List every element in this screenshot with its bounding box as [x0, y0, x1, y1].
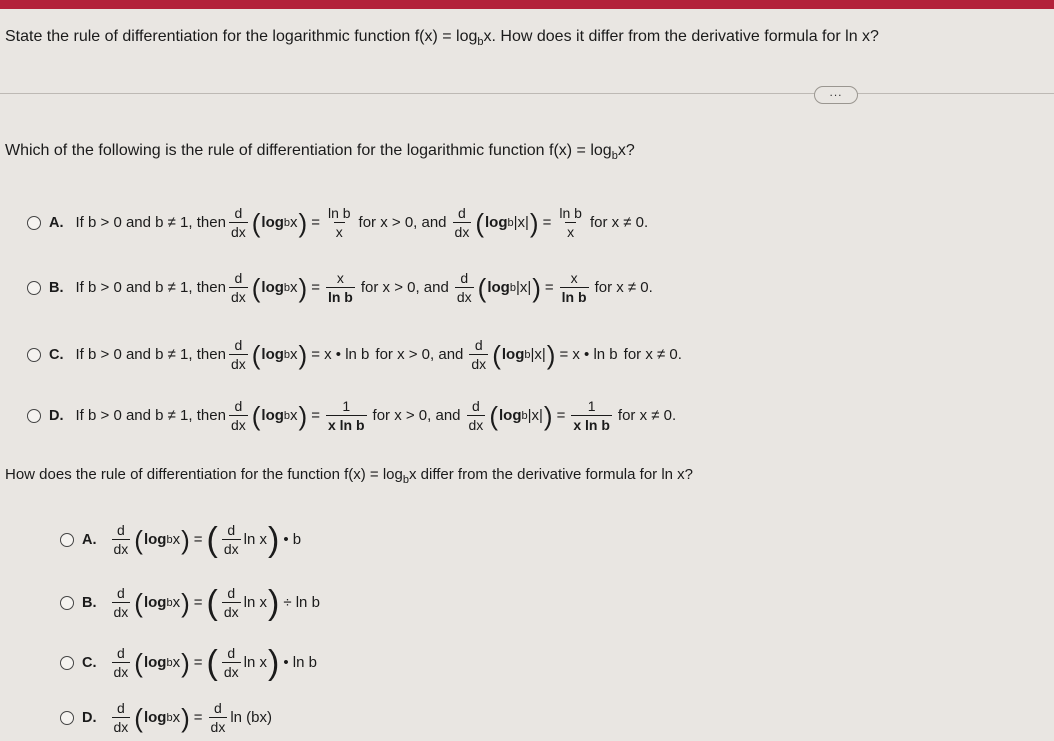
radio-button[interactable] [60, 596, 74, 610]
radio-button[interactable] [27, 409, 41, 423]
part1-prompt: Which of the following is the rule of differentiation for the logarithmic function $f(x) = \log_bx$? [5, 142, 635, 163]
section-divider [0, 93, 1054, 94]
option-2a[interactable]: A. $\frac{d}{dx}$ ( log b x ) = ( $\frac{d}{dx}$ ln x ) • b [60, 522, 304, 557]
radio-button[interactable] [27, 216, 41, 230]
option-2b[interactable]: B. $\frac{d}{dx}$ ( log b x ) = ( $\frac{d}{dx}$ ln x ) ÷ ln b [60, 585, 323, 620]
option-1a[interactable]: A. If b > 0 and b ≠ 1, then $\frac{d}{dx}$ ( log b x ) = $\frac{\text{ln b}}{x}$ for x > 0, and $\frac{d}{dx}$ ( log b |x| ) = $\frac{\text{ln b}}{x}$ for x ≠ 0. [27, 205, 651, 240]
part2-prompt: How does the rule of differentiation for the function $f(x) = \log_bx$ differ from the derivative formula for ln x? [5, 466, 694, 486]
radio-button[interactable] [27, 348, 41, 362]
option-2d[interactable]: D. $\frac{d}{dx}$ ( log b x ) = $\frac{d}{dx}$ ln (bx) [60, 700, 272, 735]
main-question: State the rule of differentiation for the logarithmic function $f(x) = \log_bx$. How does it differ from the derivative formula for ln x? [5, 28, 879, 49]
option-2c[interactable]: C. $\frac{d}{dx}$ ( log b x ) = ( $\frac{d}{dx}$ ln x ) • ln b [60, 645, 320, 680]
option-1d[interactable]: D. If b > 0 and b ≠ 1, then $\frac{d}{dx}$ ( log b x ) = $\frac{1}{\text{x ln b}}$ for x > 0, and $\frac{d}{dx}$ ( log b |x| ) = $\frac{1}{\text{x ln b}}$ for x ≠ 0. [27, 398, 679, 433]
more-button[interactable]: ... [814, 86, 858, 104]
top-accent-bar [0, 0, 1054, 9]
option-1c[interactable]: C. If b > 0 and b ≠ 1, then $\frac{d}{dx}$ ( log b x ) = x • ln b for x > 0, and $\frac{d}{dx}$ ( log b |x| ) = x • ln b for x ≠ 0. [27, 337, 685, 372]
radio-button[interactable] [27, 281, 41, 295]
radio-button[interactable] [60, 656, 74, 670]
option-1b[interactable]: B. If b > 0 and b ≠ 1, then $\frac{d}{dx}$ ( log b x ) = $\frac{x}{\text{ln b}}$ for x > 0, and $\frac{d}{dx}$ ( log b |x| ) = $\frac{x}{\text{ln b}}$ for x ≠ 0. [27, 270, 656, 305]
radio-button[interactable] [60, 711, 74, 725]
radio-button[interactable] [60, 533, 74, 547]
